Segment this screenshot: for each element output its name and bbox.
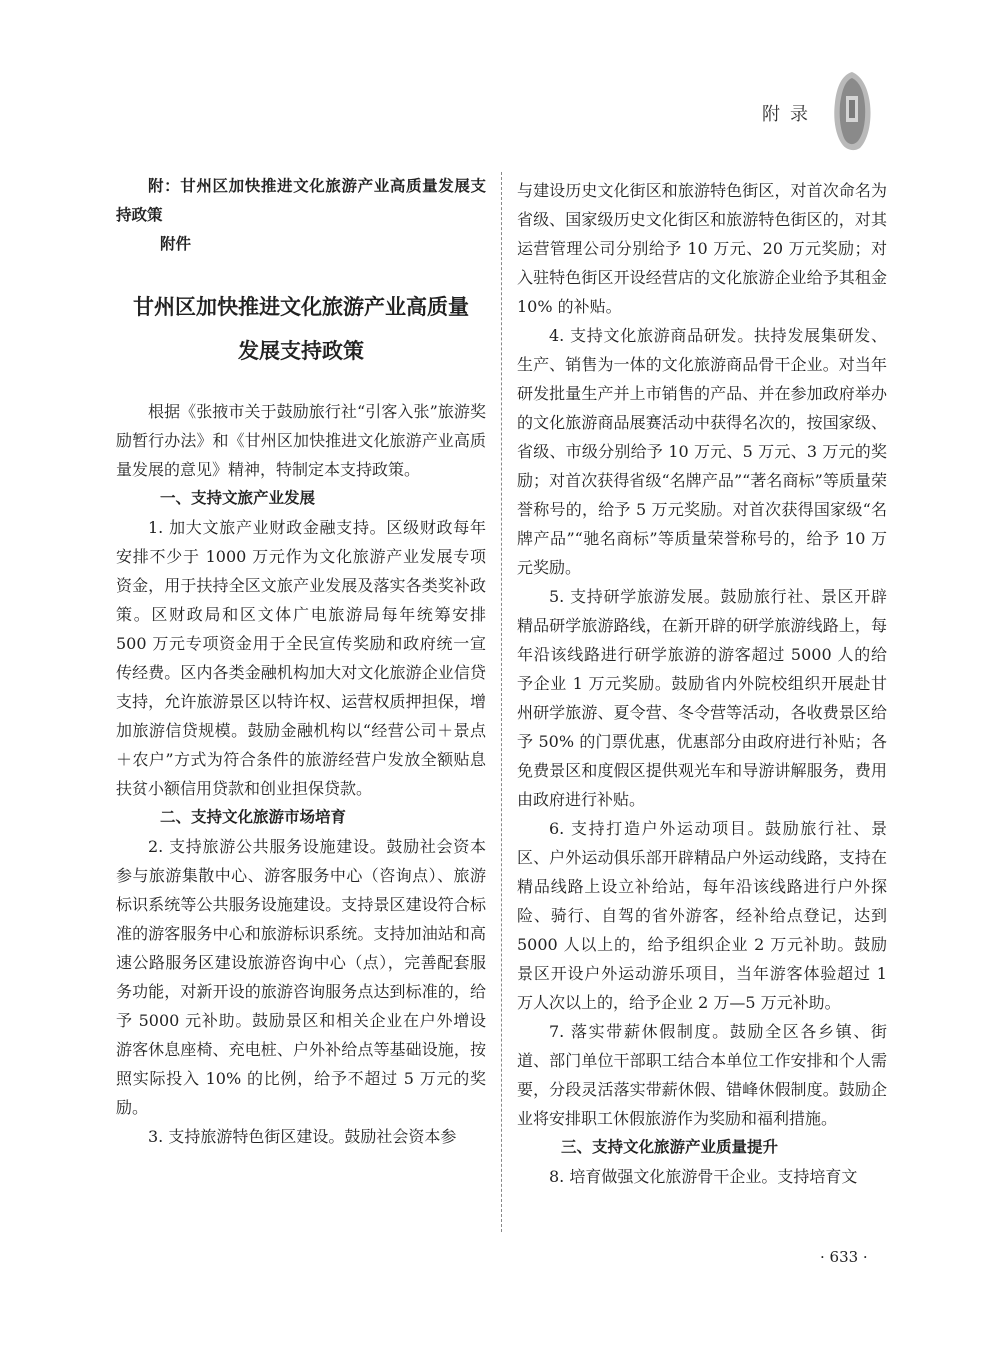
column-divider [501, 172, 502, 1232]
policy-item-7: 7. 落实带薪休假制度。鼓励全区各乡镇、街道、部门单位干部职工结合本单位工作安排和个人需要，分段灵活落实带薪休假、错峰休假制度。鼓励企业将安排职工休假旅游作为奖励和福利措施。 [517, 1022, 887, 1128]
policy-item-5: 5. 支持研学旅游发展。鼓励旅行社、景区开辟精品研学旅游路线，在新开辟的研学旅游线路上，每年沿该线路进行研学旅游的游客超过 5000 人的给予企业 1 万元奖励。鼓励省内外院校组织开展赴甘州研学旅游、夏令营、冬令营等活动，各收费景区给予 50% 的门票优惠，优惠部分由政府进行补贴；各免费景区和度假区提供观光车和导游讲解服务，费用由政府进行补贴。 [517, 587, 887, 809]
header-title: 附录 [762, 104, 818, 125]
appendix-note-title: 附：甘州区加快推进文化旅游产业高质量发展支持政策 [116, 177, 486, 224]
seal-icon [832, 70, 872, 152]
policy-item-3-continued: 与建设历史文化街区和旅游特色街区，对首次命名为省级、国家级历史文化街区和旅游特色街区的，对其运营管理公司分别给予 10 万元、20 万元奖励；对入驻特色街区开设经营店的文化旅游企业给予其租金 10% 的补贴。 [517, 181, 887, 316]
policy-item-4: 4. 支持文化旅游商品研发。扶持发展集研发、生产、销售为一体的文化旅游商品骨干企业。对当年研发批量生产并上市销售的产品、并在参加政府举办的文化旅游商品展赛活动中获得名次的，按国家级、省级、市级分别给予 10 万元、5 万元、3 万元的奖励；对首次获得省级“名牌产品”“著名商标”等质量荣誉称号的，给予 5 万元奖励。对首次获得国家级“名牌产品”“驰名商标”等质量荣誉称号的，给予 10 万元奖励。 [517, 326, 887, 577]
policy-item-1: 1. 加大文旅产业财政金融支持。区级财政每年安排不少于 1000 万元作为文化旅游产业发展专项资金，用于扶持全区文旅产业发展及落实各类奖补政策。区财政局和区文体广电旅游局每年统筹安排 500 万元专项资金用于全民宣传奖励和政府统一宣传经费。区内各类金融机构加大对文化旅游企业信贷支持，允许旅游景区以特许权、运营权质押担保，增加旅游信贷规模。鼓励金融机构以“经营公司＋景点＋农户”方式为符合条件的旅游经营户发放全额贴息扶贫小额信用贷款和创业担保贷款。 [116, 518, 486, 798]
policy-item-8-start: 8. 培育做强文化旅游骨干企业。支持培育文 [549, 1167, 858, 1186]
section-heading-1: 一、支持文旅产业发展 [160, 489, 316, 507]
right-column [517, 176, 887, 1191]
intro-paragraph: 根据《张掖市关于鼓励旅行社“引客入张”旅游奖励暂行办法》和《甘州区加快推进文化旅游产业高质量发展的意见》精神，特制定本支持政策。 [116, 402, 486, 479]
document-title-line-1: 甘州区加快推进文化旅游产业高质量 [133, 295, 469, 319]
section-heading-3: 三、支持文化旅游产业质量提升 [561, 1138, 779, 1156]
policy-item-3-start: 3. 支持旅游特色街区建设。鼓励社会资本参 [148, 1127, 457, 1146]
page-number: · 633 · [820, 1248, 868, 1266]
attachment-label: 附件 [160, 235, 192, 253]
section-heading-2: 二、支持文化旅游市场培育 [160, 808, 347, 826]
policy-item-6: 6. 支持打造户外运动项目。鼓励旅行社、景区、户外运动俱乐部开辟精品户外运动线路，支持在精品线路上设立补给站，每年沿该线路进行户外探险、骑行、自驾的省外游客，经补给点登记，达到 5000 人以上的，给予组织企业 2 万元补助。鼓励景区开设户外运动游乐项目，当年游客体验超过 1 万人次以上的，给予企业 2 万—5 万元补助。 [517, 819, 887, 1012]
policy-item-2: 2. 支持旅游公共服务设施建设。鼓励社会资本参与旅游集散中心、游客服务中心（咨询点）、旅游标识系统等公共服务设施建设。支持景区建设符合标准的游客服务中心和旅游标识系统。支持加油站和高速公路服务区建设旅游咨询中心（点），完善配套服务功能，对新开设的旅游咨询服务点达到标准的，给予 5000 元补助。鼓励景区和相关企业在户外增设游客休息座椅、充电桩、户外补给点等基础设施，按照实际投入 10% 的比例，给予不超过 5 万元的奖励。 [116, 837, 486, 1117]
left-column [116, 172, 486, 1151]
document-title-line-2: 发展支持政策 [238, 339, 364, 363]
